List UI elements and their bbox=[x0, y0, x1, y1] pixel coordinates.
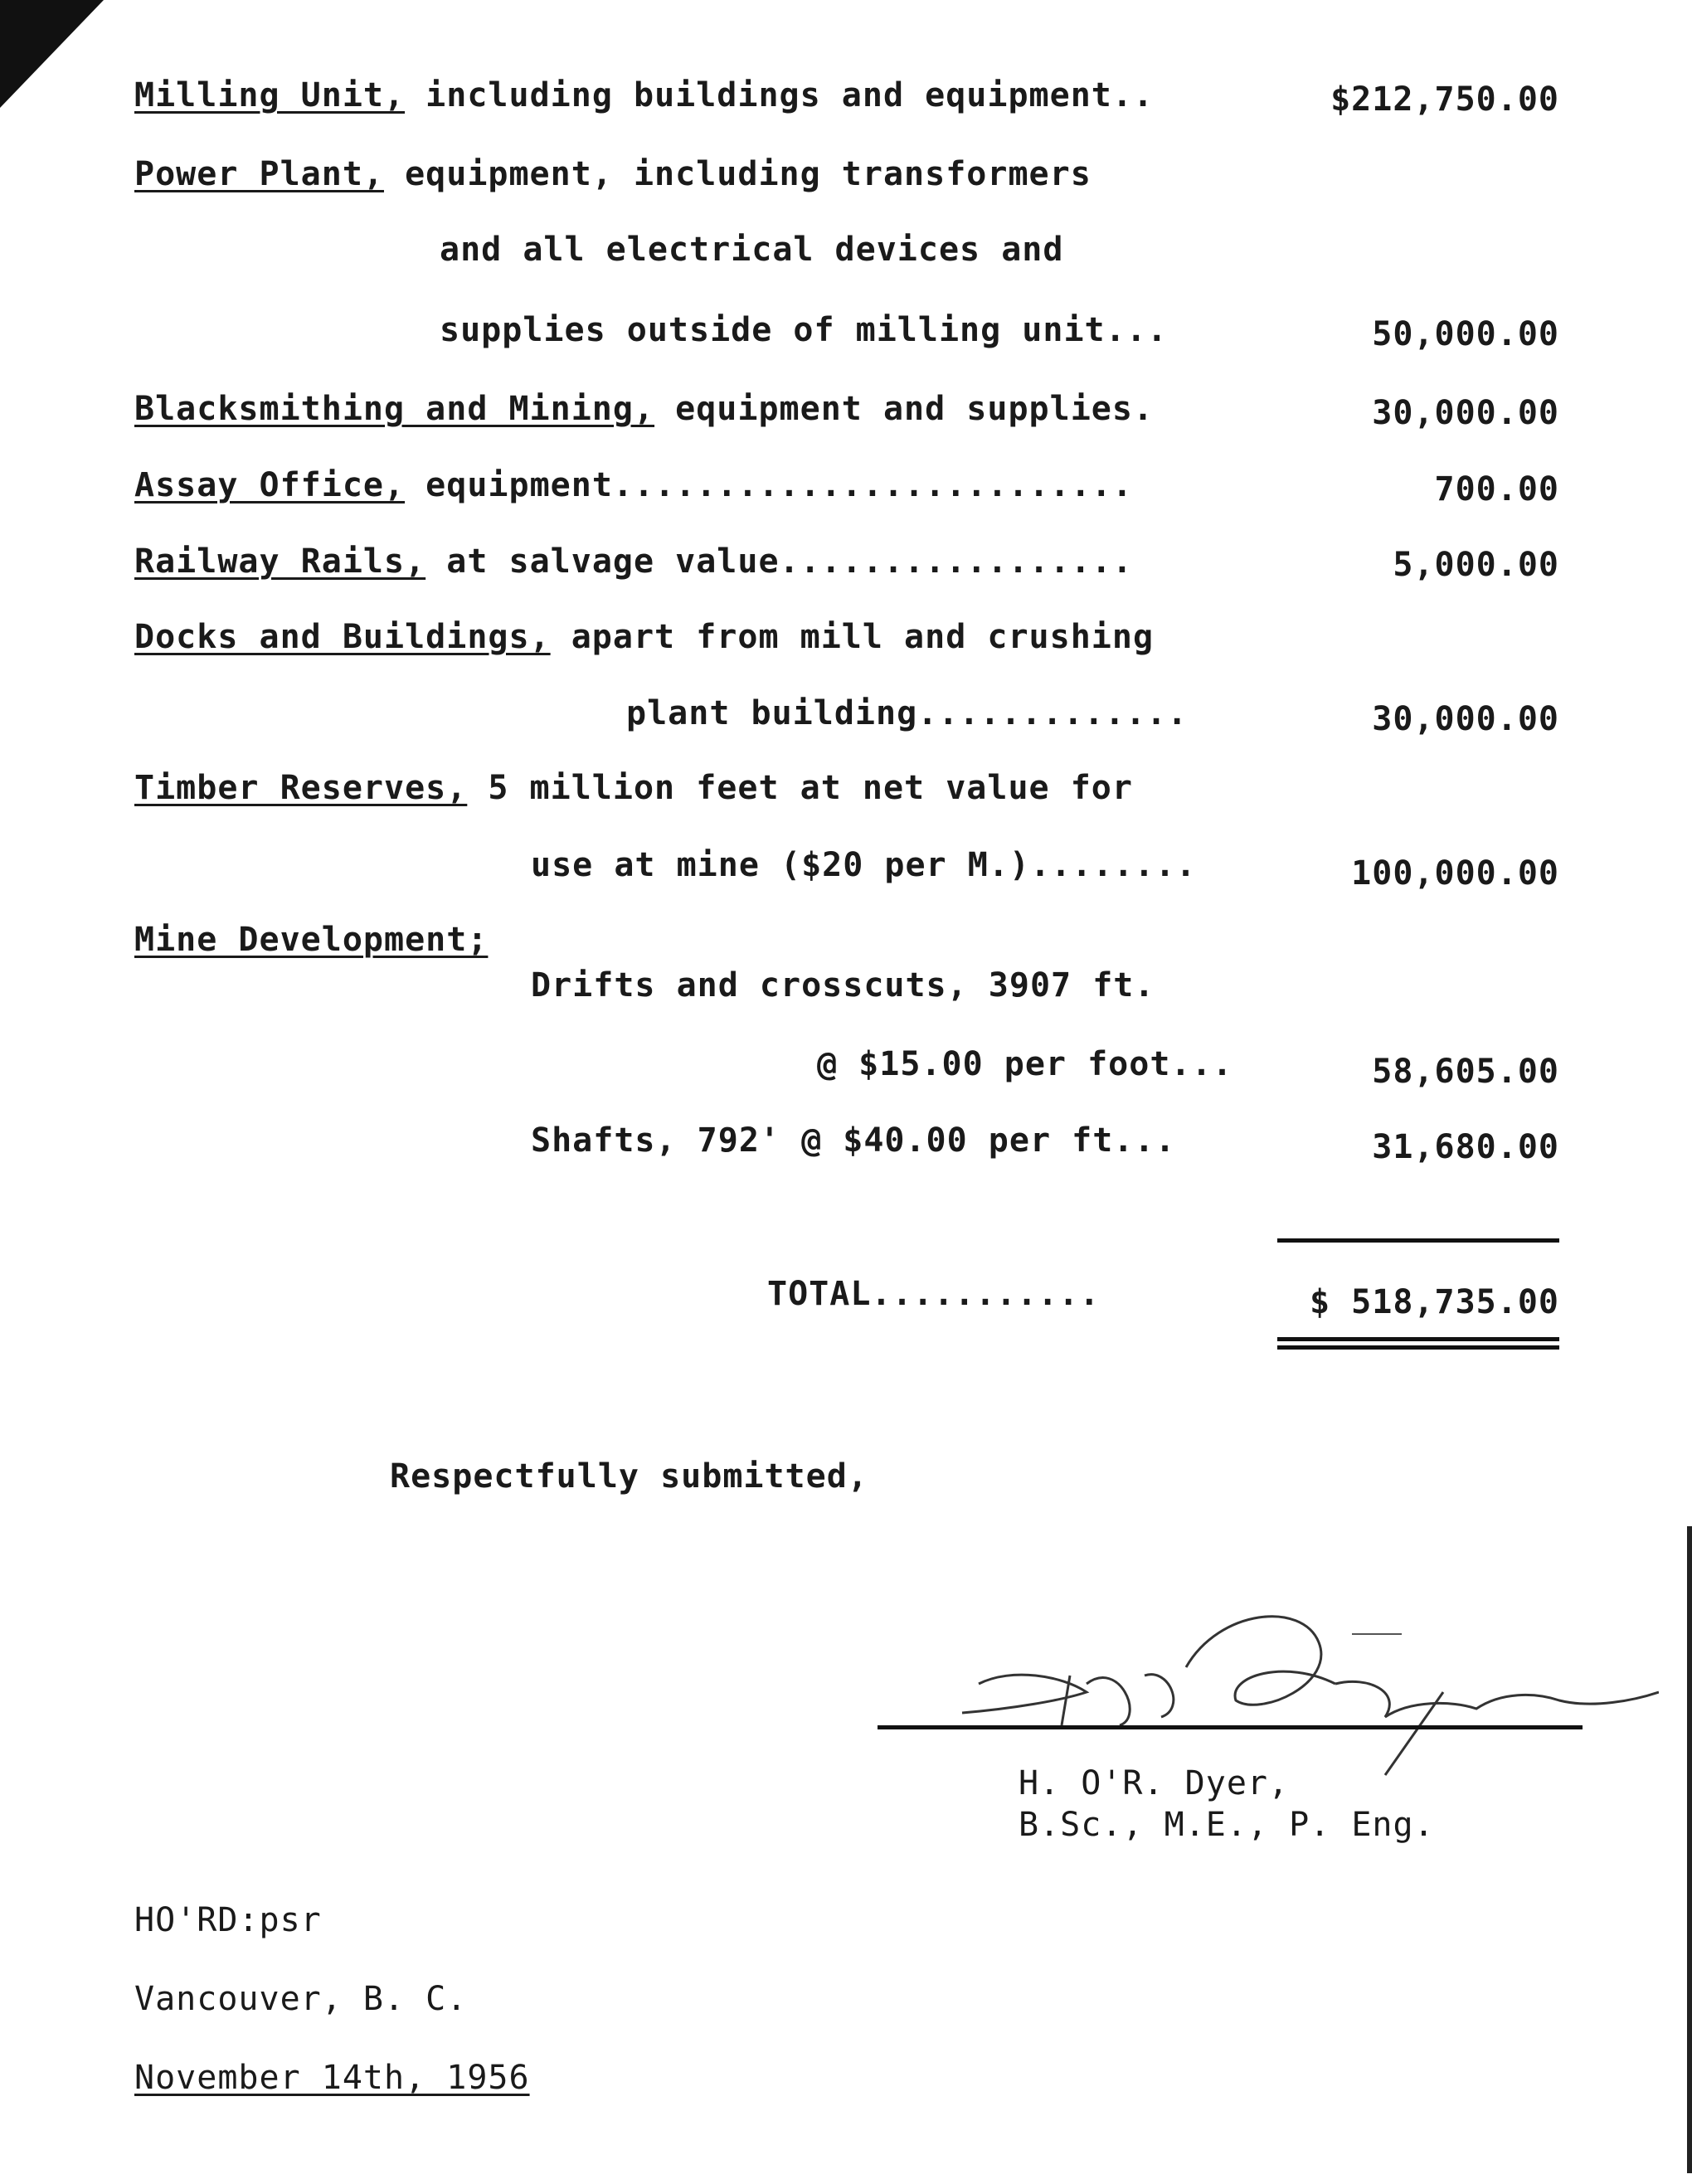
item-desc: equipment......................... bbox=[405, 466, 1133, 504]
item-blacksmithing bbox=[134, 388, 1154, 430]
amount-drifts: 58,605.00 bbox=[1372, 1053, 1559, 1091]
reference-initials: HO'RD:psr bbox=[134, 1901, 322, 1939]
amount-railway-rails: 5,000.00 bbox=[1393, 546, 1559, 584]
item-desc: equipment and supplies. bbox=[654, 390, 1155, 428]
closing-text: Respectfully submitted, bbox=[390, 1457, 868, 1496]
amount-docks-buildings: 30,000.00 bbox=[1372, 700, 1559, 738]
amount-shafts: 31,680.00 bbox=[1372, 1128, 1559, 1166]
item-assay-office bbox=[134, 465, 1133, 506]
item-timber-reserves bbox=[134, 767, 1133, 809]
item-label: Assay Office, bbox=[134, 466, 406, 504]
item-shafts: Shafts, 792' @ $40.00 per ft... bbox=[531, 1121, 1176, 1160]
item-label: Railway Rails, bbox=[134, 542, 426, 581]
item-timber-reserves-cont: use at mine ($20 per M.)........ bbox=[531, 846, 1197, 884]
total-double-rule-2 bbox=[1277, 1345, 1559, 1350]
total-amount: $ 518,735.00 bbox=[1310, 1283, 1559, 1321]
item-drifts-crosscuts: Drifts and crosscuts, 3907 ft. bbox=[531, 966, 1155, 1004]
scan-corner-mark bbox=[0, 0, 104, 108]
item-label: Blacksmithing and Mining, bbox=[134, 390, 655, 428]
item-drifts-rate: @ $15.00 per foot... bbox=[817, 1045, 1233, 1083]
item-label: Timber Reserves, bbox=[134, 769, 468, 807]
item-label: Docks and Buildings, bbox=[134, 618, 551, 656]
item-desc: including buildings and equipment.. bbox=[405, 76, 1155, 114]
item-power-plant-cont-1: and all electrical devices and bbox=[440, 231, 1064, 269]
total-double-rule-1 bbox=[1277, 1337, 1559, 1341]
item-docks-buildings bbox=[134, 616, 1154, 658]
item-power-plant bbox=[134, 153, 1092, 195]
item-railway-rails bbox=[134, 541, 1133, 582]
item-label: Mine Development; bbox=[134, 921, 489, 959]
document-date: November 14th, 1956 bbox=[134, 2059, 530, 2097]
signatory-name: H. O'R. Dyer, bbox=[1019, 1764, 1290, 1802]
item-power-plant-cont-2: supplies outside of milling unit... bbox=[440, 311, 1168, 349]
amount-assay-office: 700.00 bbox=[1434, 470, 1559, 508]
total-top-rule bbox=[1277, 1238, 1559, 1243]
amount-milling-unit: $212,750.00 bbox=[1330, 80, 1559, 119]
item-desc: at salvage value................. bbox=[425, 542, 1133, 581]
signature-line bbox=[878, 1725, 1583, 1729]
item-desc: apart from mill and crushing bbox=[550, 618, 1155, 656]
scan-right-edge bbox=[1687, 1526, 1692, 2173]
item-label: Milling Unit, bbox=[134, 76, 406, 114]
amount-blacksmithing: 30,000.00 bbox=[1372, 394, 1559, 432]
location: Vancouver, B. C. bbox=[134, 1980, 468, 2018]
amount-power-plant: 50,000.00 bbox=[1372, 315, 1559, 353]
item-label: Power Plant, bbox=[134, 155, 384, 193]
item-milling-unit bbox=[134, 75, 1154, 116]
total-label: TOTAL........... bbox=[767, 1275, 1101, 1313]
item-docks-buildings-cont: plant building............. bbox=[626, 694, 1189, 732]
amount-timber-reserves: 100,000.00 bbox=[1351, 854, 1559, 893]
item-desc: equipment, including transformers bbox=[383, 155, 1092, 193]
signatory-credentials: B.Sc., M.E., P. Eng. bbox=[1019, 1806, 1435, 1844]
item-desc: 5 million feet at net value for bbox=[467, 769, 1133, 807]
item-mine-development bbox=[134, 919, 488, 961]
handwritten-signature bbox=[871, 1576, 1659, 1783]
